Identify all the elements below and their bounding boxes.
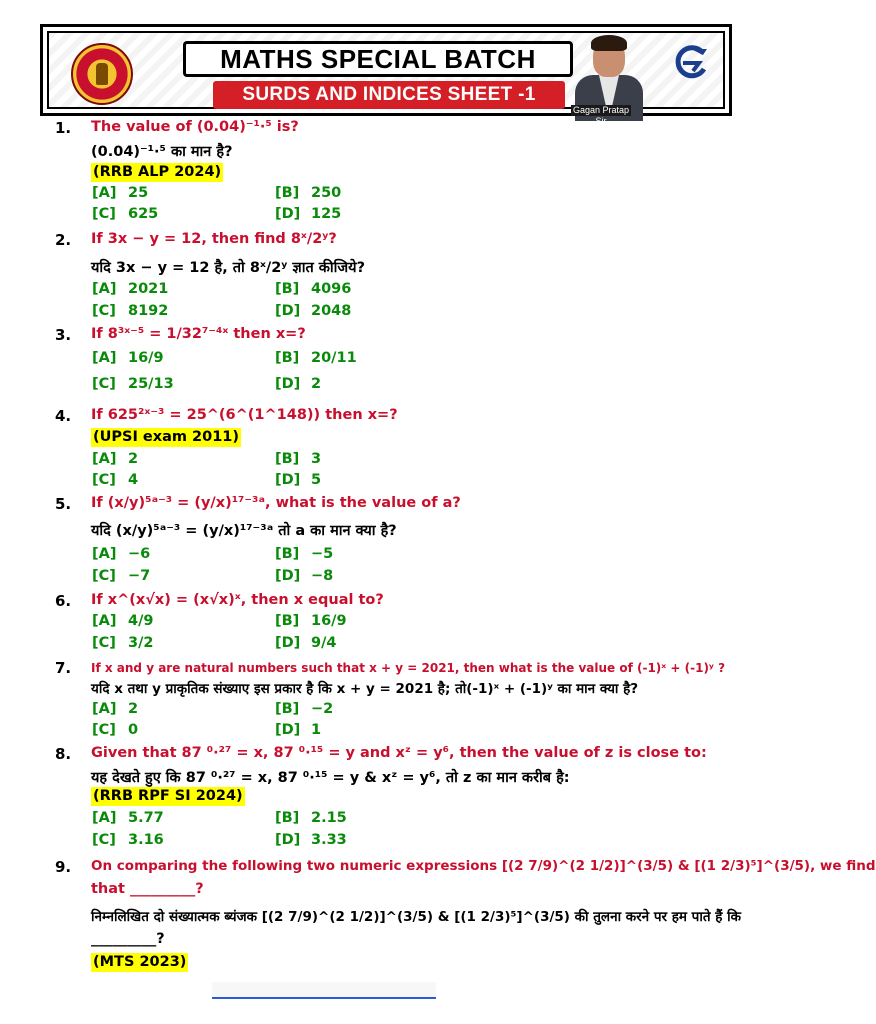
- question-text-hi-line2: _________?: [91, 931, 165, 947]
- exam-tag: (RRB RPF SI 2024): [93, 788, 243, 804]
- question-text-hi: (0.04)⁻¹·⁵ का मान है?: [91, 144, 233, 160]
- question-text-hi: यदि x तथा y प्राकृतिक संख्याए इस प्रकार है कि x + y = 2021 है; तो(-1)ˣ + (-1)ʸ का मान क्या है?: [91, 681, 639, 697]
- option-b: [B] 250: [275, 185, 342, 201]
- question-text-en: The value of (0.04)⁻¹·⁵ is?: [91, 119, 299, 135]
- question-text-hi: निम्नलिखित दो संख्यात्मक ब्यंजक [(2 7/9)^(2 1/2)]^(3/5) & [(1 2/3)⁵]^(3/5) की तुलना करने पर हम पाते हैं कि: [91, 909, 741, 925]
- question-text-hi: यदि 3x − y = 12 है, तो 8ˣ/2ʸ ज्ञात कीजिये?: [91, 260, 365, 276]
- question-text-en: If 8³ˣ⁻⁵ = 1/32⁷⁻⁴ˣ then x=?: [91, 326, 306, 342]
- option-c: [C] 3.16: [92, 832, 164, 848]
- footer-link[interactable]: [212, 997, 436, 999]
- option-a: [A] 5.77: [92, 810, 164, 826]
- question-text-en: If x^(x√x) = (x√x)ˣ, then x equal to?: [91, 592, 384, 608]
- teacher-name-tag: Gagan Pratap Sir: [572, 105, 630, 126]
- question-number: 2.: [55, 231, 72, 249]
- option-d: [D] 1: [275, 722, 322, 738]
- option-a: [A] 2: [92, 451, 139, 467]
- question-number: 3.: [55, 326, 72, 344]
- option-a: [A] 2021: [92, 281, 169, 297]
- question-text-en-line2: that _________?: [91, 881, 204, 897]
- question-text-en: Given that 87 ⁰·²⁷ = x, 87 ⁰·¹⁵ = y and xᶻ = y⁶, then the value of z is close to:: [91, 745, 707, 761]
- option-a: [A] 2: [92, 701, 139, 717]
- option-b: [B] −5: [275, 546, 334, 562]
- option-c: [C] 0: [92, 722, 139, 738]
- option-d: [D] 3.33: [275, 832, 347, 848]
- question-text-hi: यदि (x/y)⁵ᵃ⁻³ = (y/x)¹⁷⁻³ᵃ तो a का मान क्या है?: [91, 523, 397, 539]
- footer-link-area: [212, 982, 436, 998]
- question-number: 6.: [55, 592, 72, 610]
- page-title: MATHS SPECIAL BATCH: [183, 41, 573, 77]
- option-b: [B] 4096: [275, 281, 352, 297]
- question-number: 1.: [55, 119, 72, 137]
- option-b: [B] −2: [275, 701, 334, 717]
- question-number: 7.: [55, 659, 72, 677]
- option-d: [D] 5: [275, 472, 322, 488]
- option-d: [D] 125: [275, 206, 342, 222]
- option-c: [C] 8192: [92, 303, 169, 319]
- option-a: [A] 4/9: [92, 613, 154, 629]
- option-c: [C] 3/2: [92, 635, 154, 651]
- sheet-subtitle: SURDS AND INDICES SHEET -1: [213, 81, 565, 109]
- option-c: [C] 625: [92, 206, 159, 222]
- question-text-en: On comparing the following two numeric expressions [(2 7/9)^(2 1/2)]^(3/5) & [(1 2/3)⁵]^(3/5), we find: [91, 858, 876, 874]
- option-c: [C] 4: [92, 472, 139, 488]
- question-text-en: If (x/y)⁵ᵃ⁻³ = (y/x)¹⁷⁻³ᵃ, what is the value of a?: [91, 495, 461, 511]
- question-text-en: If 3x − y = 12, then find 8ˣ/2ʸ?: [91, 231, 337, 247]
- question-text-hi: यह देखते हुए कि 87 ⁰·²⁷ = x, 87 ⁰·¹⁵ = y & xᶻ = y⁶, तो z का मान करीब है:: [91, 770, 570, 786]
- exam-tag: (UPSI exam 2011): [93, 429, 240, 445]
- option-d: [D] 2048: [275, 303, 352, 319]
- option-b: [B] 3: [275, 451, 322, 467]
- option-b: [B] 20/11: [275, 350, 357, 366]
- option-d: [D] −8: [275, 568, 334, 584]
- exam-tag: (RRB ALP 2024): [93, 164, 222, 180]
- question-number: 4.: [55, 407, 72, 425]
- question-number: 5.: [55, 495, 72, 513]
- option-b: [B] 2.15: [275, 810, 347, 826]
- exam-tag: (MTS 2023): [93, 954, 187, 970]
- option-b: [B] 16/9: [275, 613, 347, 629]
- option-d: [D] 9/4: [275, 635, 337, 651]
- option-a: [A] 16/9: [92, 350, 164, 366]
- question-number: 8.: [55, 745, 72, 763]
- option-c: [C] −7: [92, 568, 151, 584]
- option-c: [C] 25/13: [92, 376, 174, 392]
- option-a: [A] 25: [92, 185, 149, 201]
- question-text-en: If 625²ˣ⁻³ = 25^(6^(1^148)) then x=?: [91, 407, 398, 423]
- option-d: [D] 2: [275, 376, 322, 392]
- option-a: [A] −6: [92, 546, 151, 562]
- question-number: 9.: [55, 858, 72, 876]
- question-text-en: If x and y are natural numbers such that x + y = 2021, then what is the value of (-1)ˣ + (-1)ʸ ?: [91, 661, 726, 675]
